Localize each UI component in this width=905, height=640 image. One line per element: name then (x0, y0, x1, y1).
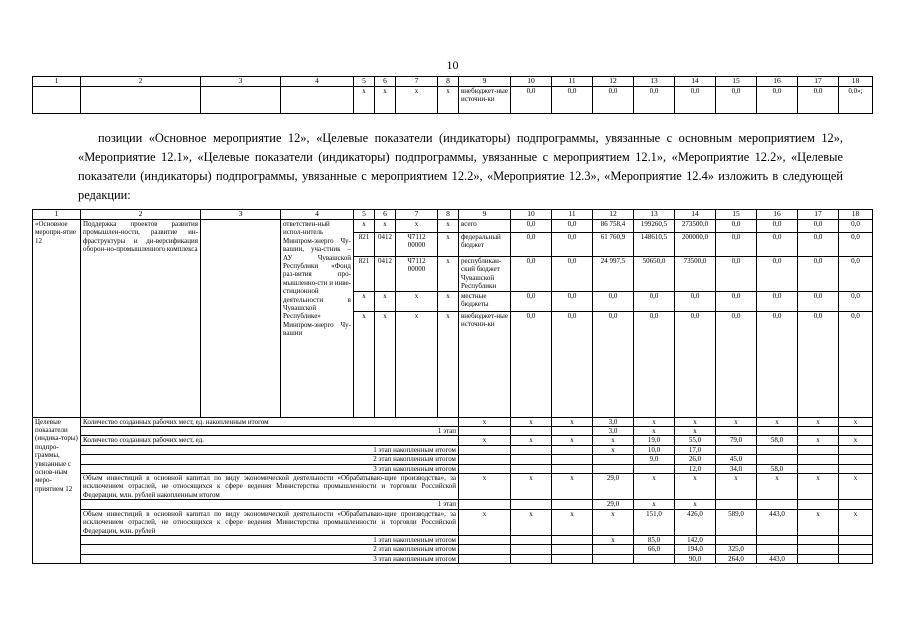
column-header: 12 (593, 210, 634, 220)
cell: 0,0 (798, 291, 839, 311)
cell: x (375, 291, 396, 311)
cell: 151,0 (634, 509, 675, 535)
cell (757, 545, 798, 554)
cell: 0,0 (511, 220, 552, 233)
cell: 0,0 (511, 311, 552, 417)
cell: 0,0 (593, 87, 634, 114)
cell (634, 464, 675, 473)
indicator-row (33, 455, 873, 464)
cell (716, 500, 757, 509)
cell (839, 455, 873, 464)
cell: 0,0 (716, 220, 757, 233)
cell (459, 427, 511, 436)
column-header: 14 (675, 210, 716, 220)
cell (511, 464, 552, 473)
cell (798, 545, 839, 554)
cell (459, 464, 511, 473)
cell: 29,0 (593, 474, 634, 500)
cell: x (716, 417, 757, 426)
column-header: 15 (716, 77, 757, 87)
indicator-row (33, 427, 873, 436)
cell: x (593, 436, 634, 445)
empty-cell (201, 220, 281, 418)
cell: 0,0 (839, 311, 873, 417)
column-header: 5 (354, 77, 375, 87)
cell: 29,0 (593, 500, 634, 509)
cell: 17,0 (675, 445, 716, 454)
cell: 58,0 (757, 464, 798, 473)
column-header: 13 (634, 210, 675, 220)
column-header: 6 (375, 77, 396, 87)
cell: 0,0 (593, 291, 634, 311)
cell: 0,0 (757, 257, 798, 292)
indicator-text: 2 этап накопленным итогом (81, 455, 459, 464)
cell (552, 535, 593, 544)
cell: 589,0 (716, 509, 757, 535)
indicator-text: Объем инвестиций в основной капитал по виду экономической деятельности «Обрабатываю-щие производства», за исключением отраслей, не относящихся к сфере ведения Министерства промышленности и торговли Российской Федерации, млн. рублей (81, 509, 459, 535)
cell: 148610,5 (634, 233, 675, 257)
cell: 0,0 (552, 257, 593, 292)
indicator-row (33, 554, 873, 563)
column-header: 6 (375, 210, 396, 220)
top-table-header-row (33, 77, 873, 87)
column-header: 18 (839, 210, 873, 220)
cell: x (839, 474, 873, 500)
cell: x (354, 87, 375, 114)
cell (511, 455, 552, 464)
indicator-text: 1 этап накопленным итогом (81, 445, 459, 454)
cell (757, 500, 798, 509)
indicator-text: 2 этап накопленным итогом (81, 545, 459, 554)
indicator-row (33, 464, 873, 473)
cell: 325,0 (716, 545, 757, 554)
cell: 194,0 (675, 545, 716, 554)
cell: x (375, 220, 396, 233)
indicator-text: Количество созданных рабочих мест, ед. (81, 436, 459, 445)
cell (716, 535, 757, 544)
cell: x (634, 427, 675, 436)
column-header: 9 (459, 77, 511, 87)
cell: 10,0 (634, 445, 675, 454)
cell: 0,0 (757, 220, 798, 233)
column-header: 15 (716, 210, 757, 220)
indicator-text: 1 этап (81, 427, 459, 436)
cell: 199260,5 (634, 220, 675, 233)
cell (839, 535, 873, 544)
cell (552, 500, 593, 509)
cell: x (511, 417, 552, 426)
cell: 26,0 (675, 455, 716, 464)
event-description: Поддержка проектов развития промышлен-ности, развитие ин-фраструктуры и ди-версификация оборон-но-промышленного комплекса (81, 220, 201, 418)
cell: 0,0 (675, 311, 716, 417)
funding-source: республикан-ский бюджет Чувашской Республики (459, 257, 511, 292)
cell: 3,0 (593, 417, 634, 426)
cell: x (552, 474, 593, 500)
cell: 426,0 (675, 509, 716, 535)
column-header: 13 (634, 77, 675, 87)
cell: 142,0 (675, 535, 716, 544)
cell: 0,0 (552, 220, 593, 233)
cell: 0,0 (716, 291, 757, 311)
indicator-row (33, 436, 873, 445)
indicator-text: 3 этап накопленным итогом (81, 464, 459, 473)
column-header: 18 (839, 77, 873, 87)
cell (593, 545, 634, 554)
cell: 0,0 (757, 87, 798, 114)
cell (552, 455, 593, 464)
column-header: 2 (81, 210, 201, 220)
cell: x (396, 291, 438, 311)
cell: Ч7112 00000 (396, 257, 438, 292)
cell: x (552, 417, 593, 426)
column-header: 17 (798, 77, 839, 87)
cell (459, 554, 511, 563)
cell: 0,0 (757, 311, 798, 417)
cell: 0412 (375, 257, 396, 292)
cell: 0,0 (634, 311, 675, 417)
cell: x (798, 509, 839, 535)
column-header: 10 (511, 77, 552, 87)
cell: x (675, 427, 716, 436)
cell (716, 427, 757, 436)
cell: 0,0 (798, 87, 839, 114)
cell (716, 445, 757, 454)
cell (552, 427, 593, 436)
cell: x (798, 474, 839, 500)
cell (798, 464, 839, 473)
cell: 9,0 (634, 455, 675, 464)
cell (757, 535, 798, 544)
cell: x (375, 311, 396, 417)
indicator-row (33, 474, 873, 500)
column-header: 10 (511, 210, 552, 220)
cell: x (634, 500, 675, 509)
column-header: 16 (757, 210, 798, 220)
cell (511, 500, 552, 509)
column-header: 9 (459, 210, 511, 220)
cell: 0,0 (552, 233, 593, 257)
cell: 50650,0 (634, 257, 675, 292)
cell: x (798, 417, 839, 426)
cell: 0,0 (634, 291, 675, 311)
cell (593, 455, 634, 464)
indicator-row (33, 545, 873, 554)
indicator-row (33, 445, 873, 454)
cell: 0,0 (634, 87, 675, 114)
cell (798, 445, 839, 454)
cell: 821 (354, 233, 375, 257)
cell (839, 427, 873, 436)
cell: x (459, 474, 511, 500)
cell: 0,0 (552, 87, 593, 114)
column-header: 7 (396, 210, 438, 220)
funding-source: федеральный бюджет (459, 233, 511, 257)
cell: 821 (354, 257, 375, 292)
cell: x (593, 535, 634, 544)
cell (839, 500, 873, 509)
cell: 0,0 (839, 233, 873, 257)
cell (552, 545, 593, 554)
cell: 0,0 (757, 291, 798, 311)
cell: x (438, 311, 459, 417)
cell: Ч7112 00000 (396, 233, 438, 257)
cell: 24 997,5 (593, 257, 634, 292)
cell: 85,0 (634, 535, 675, 544)
cell: x (396, 220, 438, 233)
cell (511, 535, 552, 544)
funding-source: всего (459, 220, 511, 233)
cell: 0,0 (839, 220, 873, 233)
page-number: 10 (446, 58, 459, 72)
cell: x (354, 311, 375, 417)
column-header: 12 (593, 77, 634, 87)
cell: x (593, 445, 634, 454)
cell: 0412 (375, 233, 396, 257)
cell (459, 545, 511, 554)
cell (593, 464, 634, 473)
column-header: 16 (757, 77, 798, 87)
indicator-text: 1 этап накопленным итогом (81, 535, 459, 544)
column-header: 8 (438, 77, 459, 87)
cell (798, 427, 839, 436)
cell: x (438, 233, 459, 257)
cell: 0,0 (798, 233, 839, 257)
cell (552, 554, 593, 563)
cell: 0,0 (716, 87, 757, 114)
cell: 45,0 (716, 455, 757, 464)
cell (757, 427, 798, 436)
cell: x (511, 474, 552, 500)
financing-row (33, 220, 873, 233)
cell: 12,0 (675, 464, 716, 473)
cell: 0,0 (839, 257, 873, 292)
cell: x (593, 509, 634, 535)
column-header: 14 (675, 77, 716, 87)
cell: 0,0 (675, 87, 716, 114)
cell (459, 455, 511, 464)
cell: x (396, 87, 438, 114)
column-header: 7 (396, 77, 438, 87)
cell: x (675, 474, 716, 500)
cell: x (511, 436, 552, 445)
cell: x (459, 509, 511, 535)
cell: 0,0 (511, 87, 552, 114)
cell: 19,0 (634, 436, 675, 445)
main-table-header-row (33, 210, 873, 220)
cell (757, 455, 798, 464)
cell (798, 500, 839, 509)
funding-source: внебюджет-ные источни-ки (459, 311, 511, 417)
cell: x (757, 417, 798, 426)
main-table (32, 209, 873, 564)
cell (634, 554, 675, 563)
indicator-text: Объем инвестиций в основной капитал по виду экономической деятельности «Обрабатываю-щие производства», за исключением отраслей, не относящихся к сфере ведения Министерства промышленности и торговли Российской Федерации, млн. рублей накопленным итогом (81, 474, 459, 500)
cell: 0,0 (716, 233, 757, 257)
top-table-row (33, 87, 873, 114)
cell (839, 464, 873, 473)
cell: 0,0 (716, 257, 757, 292)
cell: 443,0 (757, 554, 798, 563)
column-header: 1 (33, 77, 81, 87)
indicator-text: Количество созданных рабочих мест, ед. накопленным итогом (81, 417, 459, 426)
indicator-row (33, 535, 873, 544)
cell: 273500,0 (675, 220, 716, 233)
cell: x (839, 417, 873, 426)
responsible-executor: ответствен-ный испол-нитель Минпром-энерго Чу-вашии, уча-стник – АУ Чувашской Республики «Фонд раз-вития про-мышленно-сти и инве-стиционной деятельности в Чувашской Республике» Минпром-энерго Чу-вашии (281, 220, 354, 418)
cell: x (459, 436, 511, 445)
cell: 0,0»; (839, 87, 873, 114)
cell (511, 427, 552, 436)
cell: 0,0 (511, 257, 552, 292)
cell: 0,0 (511, 233, 552, 257)
cell: 0,0 (839, 291, 873, 311)
cell: x (396, 311, 438, 417)
cell: x (552, 436, 593, 445)
cell: 0,0 (675, 291, 716, 311)
cell: x (552, 509, 593, 535)
indicator-row (33, 500, 873, 509)
cell: 86 758,4 (593, 220, 634, 233)
column-header: 8 (438, 210, 459, 220)
cell (511, 445, 552, 454)
column-header: 3 (201, 77, 281, 87)
cell: x (839, 436, 873, 445)
cell (757, 445, 798, 454)
cell: 3,0 (593, 427, 634, 436)
indicator-row (33, 417, 873, 426)
cell: x (634, 474, 675, 500)
indicator-row (33, 509, 873, 535)
top-table (32, 76, 873, 114)
cell: 0,0 (798, 257, 839, 292)
cell: 443,0 (757, 509, 798, 535)
cell: x (798, 436, 839, 445)
cell: 0,0 (716, 311, 757, 417)
cell: 73500,0 (675, 257, 716, 292)
cell (593, 554, 634, 563)
cell: x (511, 509, 552, 535)
cell: 55,0 (675, 436, 716, 445)
cell (459, 445, 511, 454)
column-header: 11 (552, 77, 593, 87)
cell: x (675, 417, 716, 426)
cell: x (675, 500, 716, 509)
cell: 200000,0 (675, 233, 716, 257)
cell: x (634, 417, 675, 426)
cell: 0,0 (798, 220, 839, 233)
cell (798, 455, 839, 464)
cell: 0,0 (552, 311, 593, 417)
cell: x (375, 87, 396, 114)
cell: x (438, 257, 459, 292)
cell (839, 545, 873, 554)
cell (459, 535, 511, 544)
column-header: 2 (81, 77, 201, 87)
cell: 61 760,9 (593, 233, 634, 257)
indicator-text: 1 этап (81, 500, 459, 509)
indicators-label: Целевые показатели (индика-торы) подпро-граммы, увязанные с основ-ным меро-приятием 12 (33, 417, 81, 564)
cell: x (839, 509, 873, 535)
cell: 90,0 (675, 554, 716, 563)
cell (839, 445, 873, 454)
cell: x (354, 220, 375, 233)
cell (552, 464, 593, 473)
cell: 0,0 (511, 291, 552, 311)
cell: x (459, 417, 511, 426)
cell (798, 554, 839, 563)
column-header: 11 (552, 210, 593, 220)
cell (459, 500, 511, 509)
cell (511, 554, 552, 563)
column-header: 4 (281, 210, 354, 220)
column-header: 17 (798, 210, 839, 220)
cell: x (438, 220, 459, 233)
column-header: 4 (281, 77, 354, 87)
cell: 0,0 (757, 233, 798, 257)
cell: внебюджет-ные источни-ки (459, 87, 511, 114)
cell: 0,0 (593, 311, 634, 417)
indicator-text: 3 этап накопленным итогом (81, 554, 459, 563)
cell: x (716, 474, 757, 500)
cell: 34,0 (716, 464, 757, 473)
cell: 0,0 (798, 311, 839, 417)
funding-source: местные бюджеты (459, 291, 511, 311)
cell (511, 545, 552, 554)
column-header: 1 (33, 210, 81, 220)
cell: 264,0 (716, 554, 757, 563)
cell (839, 554, 873, 563)
column-header: 5 (354, 210, 375, 220)
column-header: 3 (201, 210, 281, 220)
body-paragraph: позиции «Основное мероприятие 12», «Целевые показатели (индикаторы) подпрограммы, увязанные с основным мероприятием 12», «Мероприятие 12.1», «Целевые показатели (индикаторы) подпрограммы, увязанные с мероприятием 12.1», «Мероприятие 12.2», «Целевые показатели (индикаторы) подпрограммы, увязанные с мероприятием 12.2», «Мероприятие 12.3», «Мероприятие 12.4» изложить в следующей редакции: (78, 131, 843, 202)
cell: x (438, 87, 459, 114)
cell: 58,0 (757, 436, 798, 445)
cell (552, 445, 593, 454)
cell: 66,0 (634, 545, 675, 554)
cell: x (438, 291, 459, 311)
cell: x (354, 291, 375, 311)
cell: 0,0 (552, 291, 593, 311)
cell: 79,0 (716, 436, 757, 445)
cell (798, 535, 839, 544)
cell: x (757, 474, 798, 500)
event-name: «Основное меропри-ятие 12 (33, 220, 81, 418)
